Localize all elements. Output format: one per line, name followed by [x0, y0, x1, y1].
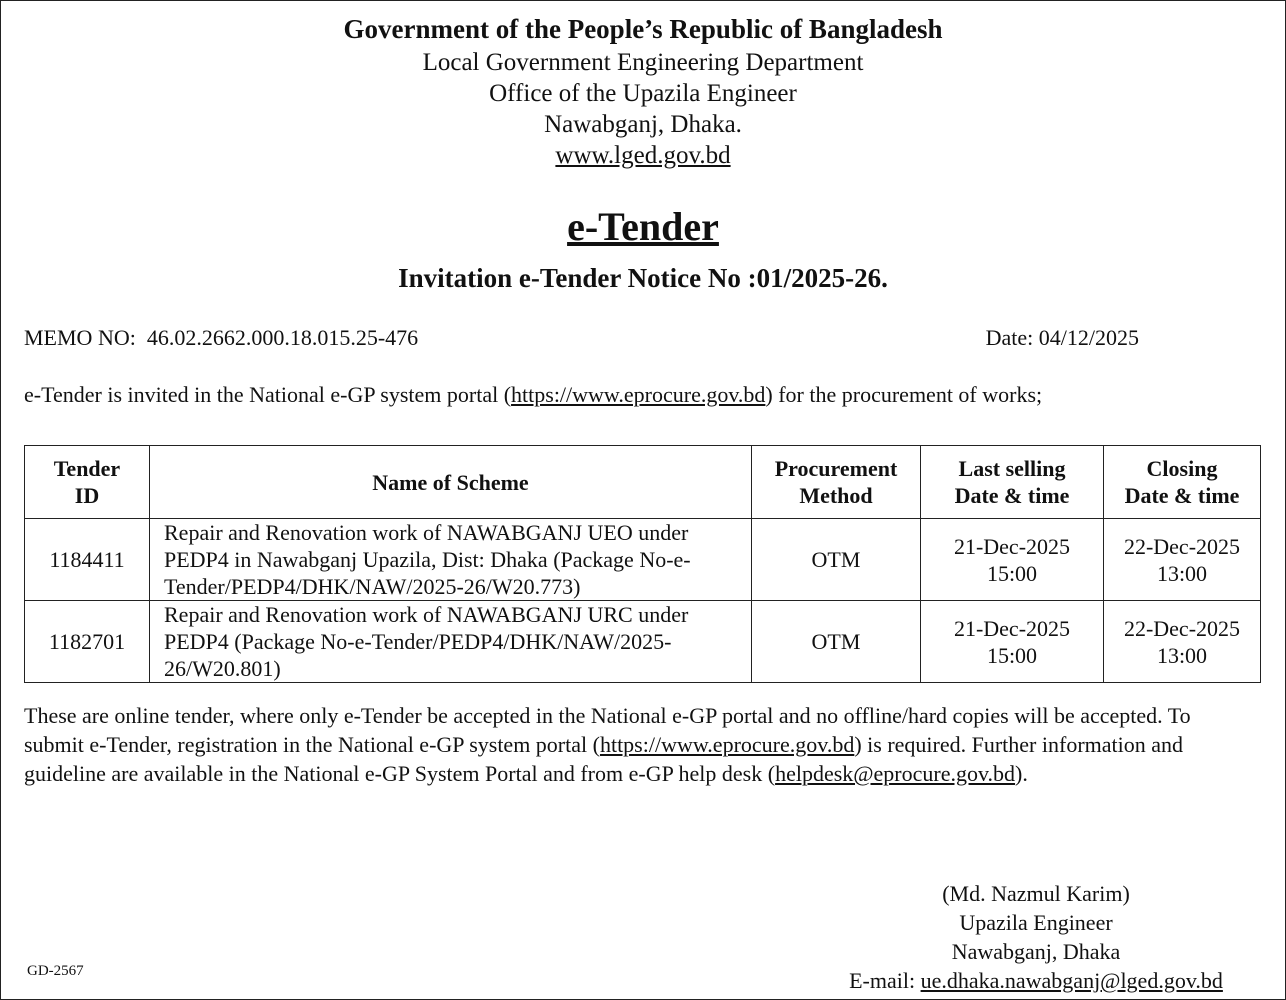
signatory-name: (Md. Nazmul Karim): [942, 881, 1130, 906]
eprocure-link[interactable]: https://www.eprocure.gov.bd: [599, 732, 855, 757]
signatory-email-link[interactable]: ue.dhaka.nawabganj@lged.gov.bd: [920, 968, 1223, 993]
invitation-text-start: e-Tender is invited in the National e-GP system portal (: [24, 382, 512, 407]
closing-cell: 22-Dec-2025 13:00: [1104, 519, 1261, 601]
scheme-cell: Repair and Renovation work of NAWABGANJ URC under PEDP4 (Package No-e-Tender/PEDP4/DHK/NAW/2025- 26/W20.801): [150, 601, 752, 683]
tender-id-cell: 1184411: [25, 519, 150, 601]
closing-cell: 22-Dec-2025 13:00: [1104, 601, 1261, 683]
instructions-paragraph: [24, 701, 1264, 788]
header-method: Procurement Method: [752, 446, 921, 519]
document-title: e-Tender: [567, 204, 719, 249]
header-scheme: Name of Scheme: [150, 446, 752, 519]
invitation-text-end: ) for the procurement of works;: [765, 382, 1043, 407]
method-cell: OTM: [752, 601, 921, 683]
tender-id-cell: 1182701: [25, 601, 150, 683]
department-name: Local Government Engineering Department: [422, 49, 864, 76]
header-last-selling: Last selling Date & time: [921, 446, 1104, 519]
eprocure-link[interactable]: https://www.eprocure.gov.bd: [511, 382, 766, 407]
signatory-designation: Upazila Engineer: [959, 910, 1113, 935]
last-selling-cell: 21-Dec-2025 15:00: [921, 601, 1104, 683]
memo-row: [24, 323, 1139, 353]
invitation-text: [24, 380, 1264, 410]
government-name: Government of the People’s Republic of Bangladesh: [343, 14, 943, 44]
office-name: Office of the Upazila Engineer: [489, 80, 797, 107]
signature-block: [821, 879, 1251, 995]
signatory-email-line: E-mail: ue.dhaka.nawabganj@lged.gov.bd: [849, 968, 1223, 993]
instructions-line: submit e-Tender, registration in the National e-GP system portal (https://www.eprocure.gov.bd) is required. Further information and: [24, 732, 1184, 757]
method-cell: OTM: [752, 519, 921, 601]
signatory-location: Nawabganj, Dhaka: [951, 939, 1121, 964]
table-row: [25, 519, 1261, 601]
website-link[interactable]: www.lged.gov.bd: [555, 142, 731, 169]
table-header-row: [25, 446, 1261, 519]
memo-number: 46.02.2662.000.18.015.25-476: [146, 325, 419, 350]
notice-number: Invitation e-Tender Notice No :01/2025-26.: [398, 263, 888, 293]
office-location: Nawabganj, Dhaka.: [544, 111, 742, 138]
gd-number: GD-2567: [27, 963, 84, 979]
instructions-line: These are online tender, where only e-Tender be accepted in the National e-GP portal and no offline/hard copies will be accepted. To: [24, 703, 1191, 728]
last-selling-cell: 21-Dec-2025 15:00: [921, 519, 1104, 601]
header-tender-id: Tender ID: [25, 446, 150, 519]
instructions-line: guideline are available in the National e-GP System Portal and from e-GP help desk (helpdesk@eprocure.gov.bd).: [24, 761, 1028, 786]
tender-table: [24, 445, 1261, 683]
helpdesk-email-link[interactable]: helpdesk@eprocure.gov.bd: [775, 761, 1016, 786]
letterhead: [1, 11, 1285, 171]
memo-date: Date: 04/12/2025: [985, 325, 1139, 350]
scheme-cell: Repair and Renovation work of NAWABGANJ UEO under PEDP4 in Nawabganj Upazila, Dist: Dhaka (Package No-e- Tender/PEDP4/DHK/NAW/2025-26/W20.773): [150, 519, 752, 601]
memo-label: MEMO NO:: [24, 325, 136, 350]
header-closing: Closing Date & time: [1104, 446, 1261, 519]
table-row: [25, 601, 1261, 683]
